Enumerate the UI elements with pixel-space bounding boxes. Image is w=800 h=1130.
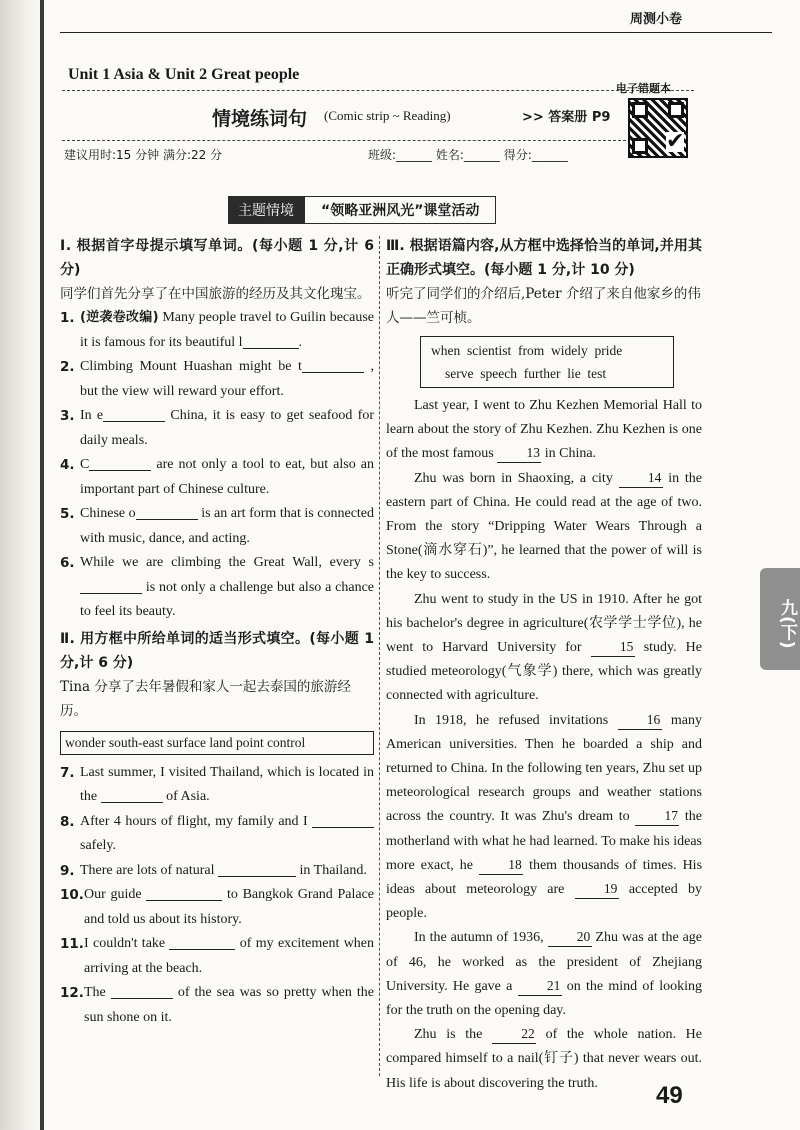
- question-12: 12. The of the sea was so pretty when the sun shone on it.: [60, 985, 374, 1025]
- question-11: 11. I couldn't take of my excitement when arriving at the beach.: [60, 936, 375, 976]
- answer-blank[interactable]: [89, 455, 151, 471]
- gap-17[interactable]: 17: [635, 807, 679, 826]
- right-column: [386, 234, 702, 1096]
- theme-banner: [228, 196, 496, 224]
- section-3-intro: 听完了同学们的介绍后,Peter 介绍了来自他家乡的伟人——竺可桢。: [386, 286, 701, 326]
- answer-blank[interactable]: [136, 504, 198, 520]
- answer-blank[interactable]: [169, 934, 235, 950]
- section-2-instructions: Ⅱ. 用方框中所给单词的适当形式填空。(每小题 1 分,计 6 分): [60, 630, 374, 671]
- word-bank-3: when scientist from widely pride serve speech further lie test: [420, 336, 674, 388]
- passage-paragraph-5: In the autumn of 1936, 20 Zhu was at the age of 46, he worked as the president of Zhejiang University. He gave a 21 on the mind of looking for the truth on the opening day.: [386, 929, 703, 1019]
- grade-side-tab: 九(下): [760, 568, 800, 670]
- top-rule: [60, 32, 772, 33]
- theme-tag: 主题情境: [228, 196, 304, 224]
- worksheet-subtitle: (Comic strip ~ Reading): [324, 108, 451, 123]
- answer-reference: >> 答案册 P9: [522, 110, 611, 125]
- gap-18[interactable]: 18: [479, 856, 523, 875]
- question-7: 7. Last summer, I visited Thailand, which is located in the of Asia.: [60, 764, 374, 804]
- question-2: 2. Climbing Mount Huashan might be t , but the view will reward your effort.: [60, 359, 375, 399]
- question-6: 6. While we are climbing the Great Wall, every s is not only a challenge but also a chance to feel its beauty.: [60, 555, 375, 619]
- section-1-intro: 同学们首先分享了在中国旅游的经历及其文化瑰宝。: [60, 286, 371, 302]
- answer-blank[interactable]: [111, 983, 173, 999]
- answer-blank[interactable]: [103, 406, 165, 422]
- theme-title: “领略亚洲风光”课堂活动: [304, 196, 496, 224]
- gap-15[interactable]: 15: [591, 638, 635, 657]
- section-1-instructions: Ⅰ. 根据首字母提示填写单词。(每小题 1 分,计 6 分): [60, 238, 374, 278]
- gap-21[interactable]: 21: [518, 977, 562, 996]
- answer-blank[interactable]: [312, 812, 374, 828]
- time-and-score-info: 建议用时:15 分钟 满分:22 分: [64, 148, 223, 162]
- qr-label: 电子错题本: [616, 82, 671, 95]
- question-3: 3. In e China, it is easy to get seafood for daily meals.: [60, 408, 374, 448]
- answer-blank[interactable]: [101, 787, 163, 803]
- question-5: 5. Chinese o is an art form that is connected with music, dance, and acting.: [60, 506, 375, 546]
- passage-paragraph-6: Zhu is the 22 of the whole nation. He compared himself to a nail(钉子) that never wears out. His life is about discovering the truth.: [386, 1026, 703, 1091]
- left-column: [60, 234, 374, 1030]
- worksheet-title: 情境练词句: [212, 108, 308, 130]
- answer-blank[interactable]: [302, 357, 364, 373]
- section-3-instructions: Ⅲ. 根据语篇内容,从方框中选择恰当的单词,并用其正确形式填空。(每小题 1 分,计 10 分): [386, 238, 702, 278]
- worksheet-header: [62, 62, 694, 172]
- header-divider: [62, 90, 694, 91]
- gap-20[interactable]: 20: [548, 928, 592, 947]
- student-info-fields: 班级:______ 姓名:______ 得分:______: [368, 148, 568, 162]
- question-8: 8. After 4 hours of flight, my family and I safely.: [60, 810, 374, 859]
- question-9: 9. There are lots of natural in Thailand.: [60, 862, 367, 879]
- passage-paragraph-2: Zhu was born in Shaoxing, a city 14 in the eastern part of China. He could read at the age of two. From the story “Dripping Water Wears Through a Stone(滴水穿石)”, he learned that the power of will is the key to success.: [386, 469, 703, 583]
- word-bank-2: wonder south-east surface land point control: [60, 731, 374, 755]
- gap-19[interactable]: 19: [575, 880, 619, 899]
- question-1: 1. (逆袭卷改编) Many people travel to Guilin because it is famous for its beautiful l .: [60, 310, 375, 350]
- passage-paragraph-1: Last year, I went to Zhu Kezhen Memorial Hall to learn about the story of Zhu Kezhen. Zhu Kezhen is one of the most famous 13 in China.: [386, 398, 702, 462]
- answer-blank[interactable]: [218, 861, 296, 877]
- answer-blank[interactable]: [243, 333, 299, 349]
- answer-blank[interactable]: [80, 578, 142, 594]
- question-4: 4. C are not only a tool to eat, but also an important part of Chinese culture.: [60, 457, 374, 497]
- section-2-intro: Tina 分享了去年暑假和家人一起去泰国的旅游经历。: [60, 678, 351, 719]
- checkmark-icon: ✔: [666, 129, 685, 154]
- meta-divider: [62, 140, 626, 141]
- gap-14[interactable]: 14: [619, 469, 663, 488]
- page-number: 49: [656, 1082, 683, 1109]
- weekly-quiz-tag: 周测小卷: [629, 12, 682, 27]
- passage-paragraph-3: Zhu went to study in the US in 1910. After he got his bachelor's degree in agriculture(农学学士学位), he went to Harvard University for 15 study. He studied meteorology(气象学) there, which was greatly connected with agriculture.: [386, 591, 702, 704]
- unit-title: Unit 1 Asia & Unit 2 Great people: [68, 66, 300, 83]
- binding-line: [40, 0, 44, 1130]
- question-10: 10. Our guide to Bangkok Grand Palace and told us about its history.: [60, 887, 375, 927]
- passage-paragraph-4: In 1918, he refused invitations 16 many American universities. Then he boarded a ship and returned to China. In the following ten years, Zhu set up meteorological research groups and weather stations across the country. It was Zhu's dream to 17 the motherland with what he had learned. To make his ideas more exact, he 18 them thousands of times. His ideas about meteorology are 19 accepted by people.: [386, 711, 703, 922]
- answer-blank[interactable]: [146, 885, 222, 901]
- gap-13[interactable]: 13: [497, 444, 541, 463]
- gap-16[interactable]: 16: [618, 711, 662, 730]
- gap-22[interactable]: 22: [492, 1025, 536, 1044]
- column-divider: [379, 236, 380, 1076]
